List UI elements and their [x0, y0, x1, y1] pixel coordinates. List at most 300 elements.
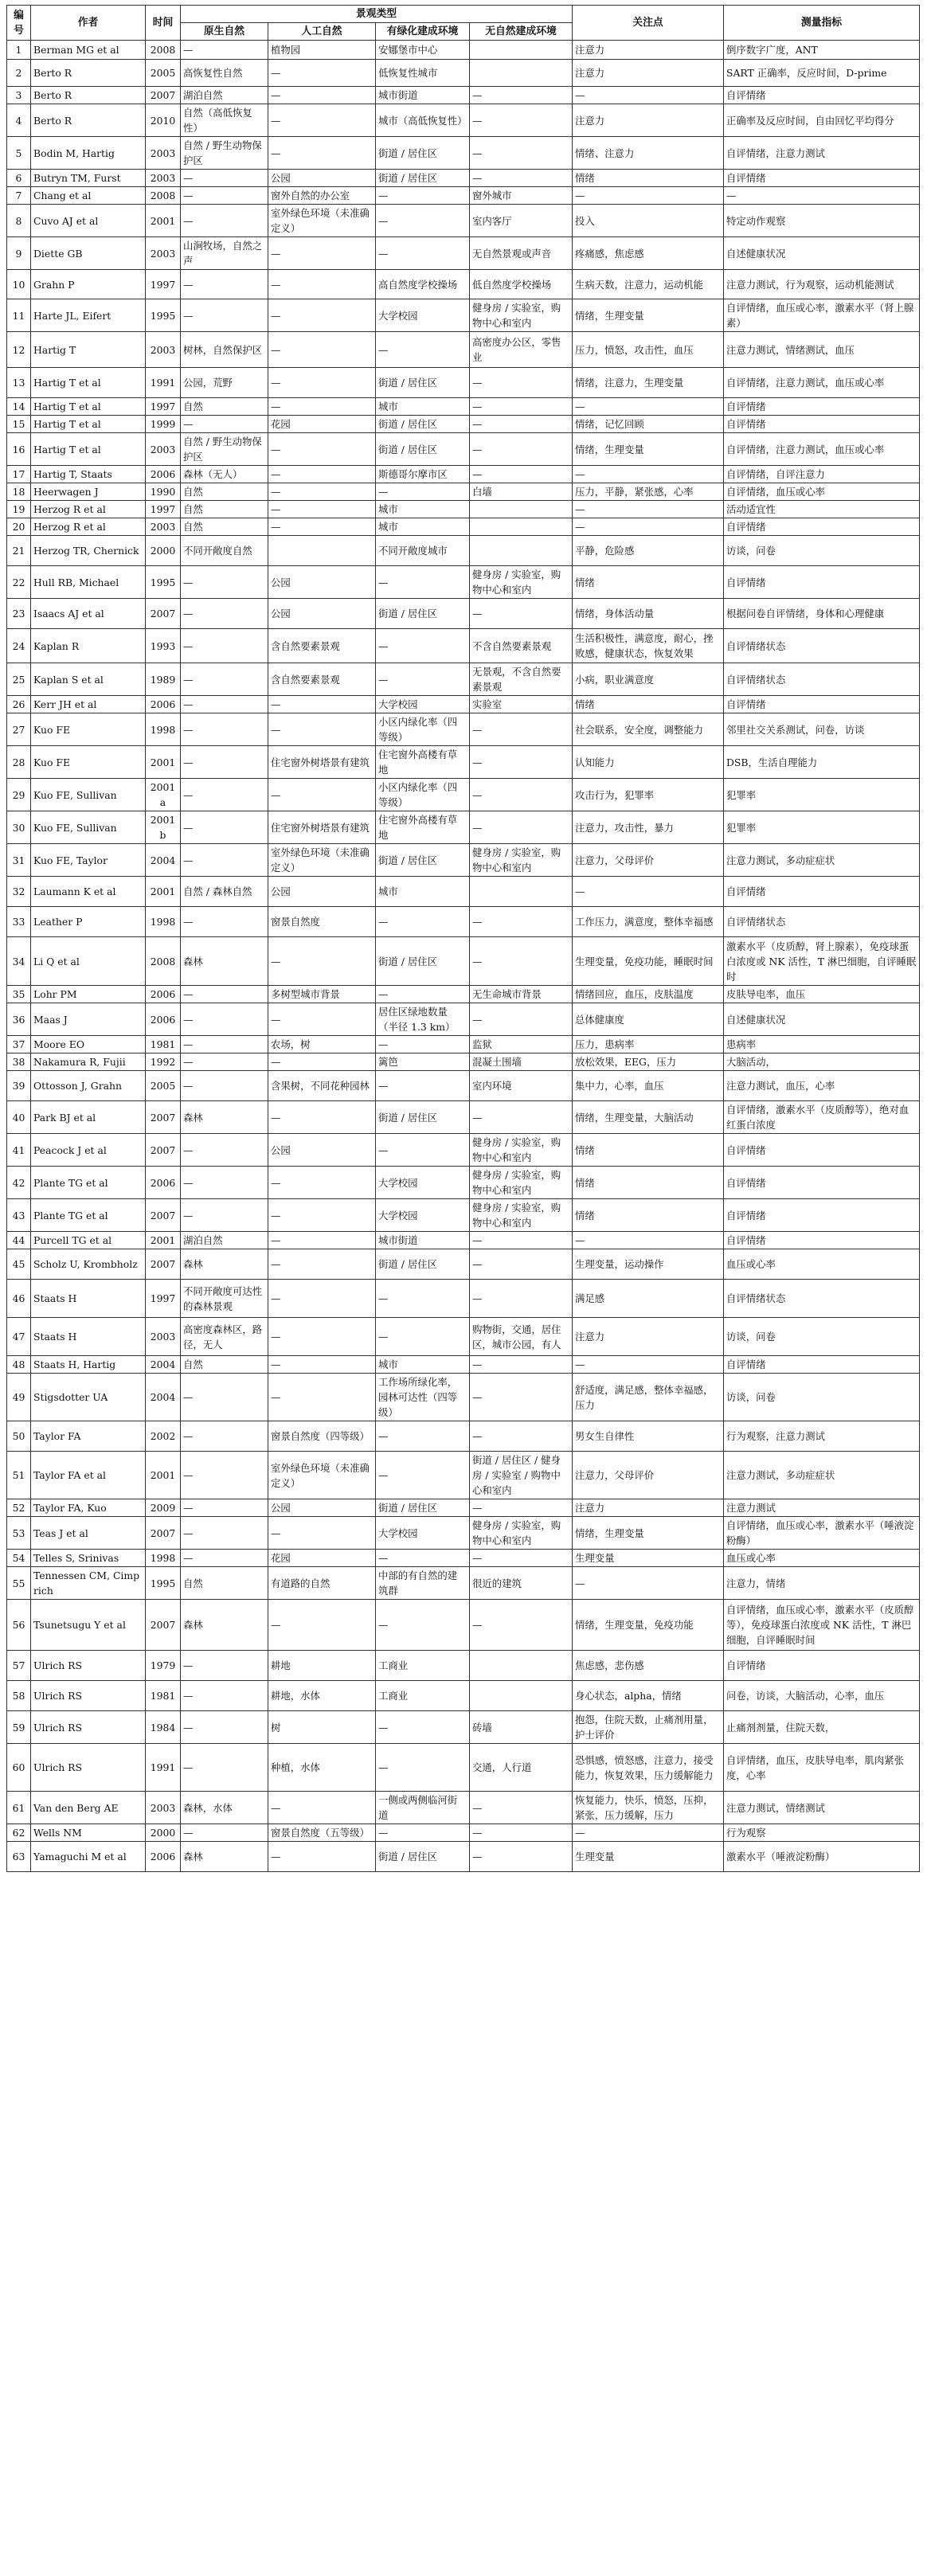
- artificial-nature-cell: —: [268, 270, 376, 299]
- artificial-nature-cell: —: [268, 1318, 376, 1356]
- natural-cell: 自然 / 森林自然: [181, 877, 268, 907]
- nonnatural-built-cell: —: [470, 170, 573, 187]
- natural-cell: —: [181, 299, 268, 332]
- table-row: [7, 1036, 920, 1053]
- author-cell: Taylor FA et al: [31, 1452, 146, 1499]
- year-cell: 1997: [146, 270, 181, 299]
- year-cell: 2005: [146, 1071, 181, 1101]
- author-cell: Ulrich RS: [31, 1744, 146, 1792]
- table-row: [7, 1824, 920, 1842]
- indicators-cell: 正确率及反应时间，自由回忆平均得分: [724, 104, 920, 137]
- indicators-cell: 自评情绪: [724, 1356, 920, 1374]
- focus-cell: 注意力: [573, 60, 724, 87]
- natural-cell: —: [181, 170, 268, 187]
- year-cell: 1997: [146, 501, 181, 518]
- artificial-nature-cell: —: [268, 1199, 376, 1232]
- nonnatural-built-cell: [470, 501, 573, 518]
- index-cell: 31: [7, 844, 31, 877]
- header-landscape-type: 景观类型: [181, 6, 573, 23]
- author-cell: Hartig T et al: [31, 398, 146, 416]
- author-cell: Moore EO: [31, 1036, 146, 1053]
- natural-cell: —: [181, 1003, 268, 1036]
- table-row: [7, 501, 920, 518]
- table-row: [7, 1071, 920, 1101]
- table-row: [7, 566, 920, 599]
- index-cell: 3: [7, 87, 31, 104]
- year-cell: 2006: [146, 986, 181, 1003]
- natural-cell: —: [181, 205, 268, 237]
- indicators-cell: 自评情绪: [724, 1167, 920, 1199]
- index-cell: 49: [7, 1374, 31, 1421]
- natural-cell: —: [181, 696, 268, 713]
- indicators-cell: 访谈，问卷: [724, 1318, 920, 1356]
- focus-cell: 攻击行为，犯罪率: [573, 779, 724, 811]
- green-built-cell: —: [376, 1280, 470, 1318]
- nonnatural-built-cell: —: [470, 1842, 573, 1872]
- green-built-cell: —: [376, 205, 470, 237]
- table-row: [7, 87, 920, 104]
- focus-cell: 情绪: [573, 1199, 724, 1232]
- artificial-nature-cell: 种植，水体: [268, 1744, 376, 1792]
- nonnatural-built-cell: —: [470, 746, 573, 779]
- index-cell: 16: [7, 433, 31, 466]
- green-built-cell: —: [376, 1600, 470, 1651]
- year-cell: 2003: [146, 433, 181, 466]
- green-built-cell: 斯德哥尔摩市区: [376, 466, 470, 483]
- index-cell: 52: [7, 1499, 31, 1517]
- natural-cell: 森林: [181, 937, 268, 986]
- green-built-cell: —: [376, 1036, 470, 1053]
- indicators-cell: 注意力，情绪: [724, 1567, 920, 1600]
- indicators-cell: 注意力测试，情绪测试，血压: [724, 332, 920, 368]
- natural-cell: —: [181, 1550, 268, 1567]
- focus-cell: 集中力，心率，血压: [573, 1071, 724, 1101]
- nonnatural-built-cell: —: [470, 1232, 573, 1249]
- index-cell: 58: [7, 1681, 31, 1711]
- author-cell: Li Q et al: [31, 937, 146, 986]
- index-cell: 62: [7, 1824, 31, 1842]
- author-cell: Staats H, Hartig: [31, 1356, 146, 1374]
- author-cell: Hartig T et al: [31, 433, 146, 466]
- table-row: [7, 270, 920, 299]
- nonnatural-built-cell: 健身房 / 实验室，购物中心和室内: [470, 566, 573, 599]
- focus-cell: 压力，患病率: [573, 1036, 724, 1053]
- table-body: [7, 41, 920, 1872]
- natural-cell: —: [181, 663, 268, 696]
- focus-cell: 情绪，生理变量，免疫功能: [573, 1600, 724, 1651]
- artificial-nature-cell: —: [268, 713, 376, 746]
- artificial-nature-cell: —: [268, 518, 376, 536]
- year-cell: 1995: [146, 299, 181, 332]
- green-built-cell: 街道 / 居住区: [376, 416, 470, 433]
- nonnatural-built-cell: —: [470, 398, 573, 416]
- natural-cell: —: [181, 1651, 268, 1681]
- index-cell: 57: [7, 1651, 31, 1681]
- artificial-nature-cell: —: [268, 237, 376, 270]
- focus-cell: 情绪，生理变量: [573, 1517, 724, 1550]
- indicators-cell: 自评情绪，血压，皮肤导电率，肌肉紧张度，心率: [724, 1744, 920, 1792]
- focus-cell: —: [573, 87, 724, 104]
- nonnatural-built-cell: 白墙: [470, 483, 573, 501]
- nonnatural-built-cell: —: [470, 87, 573, 104]
- focus-cell: 平静，危险感: [573, 536, 724, 566]
- table-row: [7, 1199, 920, 1232]
- green-built-cell: 工商业: [376, 1681, 470, 1711]
- index-cell: 8: [7, 205, 31, 237]
- indicators-cell: 自评情绪，自评注意力: [724, 466, 920, 483]
- year-cell: 1998: [146, 907, 181, 937]
- author-cell: Kuo FE: [31, 713, 146, 746]
- green-built-cell: —: [376, 1744, 470, 1792]
- green-built-cell: —: [376, 483, 470, 501]
- table-row: [7, 1792, 920, 1824]
- author-cell: Berto R: [31, 60, 146, 87]
- focus-cell: 生理变量: [573, 1842, 724, 1872]
- author-cell: Grahn P: [31, 270, 146, 299]
- index-cell: 12: [7, 332, 31, 368]
- green-built-cell: 大学校园: [376, 696, 470, 713]
- focus-cell: 注意力，攻击性，暴力: [573, 811, 724, 844]
- author-cell: Staats H: [31, 1280, 146, 1318]
- artificial-nature-cell: —: [268, 1356, 376, 1374]
- indicators-cell: —: [724, 187, 920, 205]
- nonnatural-built-cell: 实验室: [470, 696, 573, 713]
- green-built-cell: 大学校园: [376, 299, 470, 332]
- year-cell: 1997: [146, 398, 181, 416]
- focus-cell: 情绪，生理变量，大脑活动: [573, 1101, 724, 1134]
- focus-cell: —: [573, 187, 724, 205]
- research-table: [6, 5, 919, 1872]
- nonnatural-built-cell: —: [470, 368, 573, 398]
- nonnatural-built-cell: [470, 877, 573, 907]
- index-cell: 29: [7, 779, 31, 811]
- green-built-cell: —: [376, 332, 470, 368]
- table-row: [7, 986, 920, 1003]
- indicators-cell: 止痛剂剂量，住院天数，: [724, 1711, 920, 1744]
- focus-cell: 恢复能力，快乐，愤怒，压抑，紧张，压力缓解，压力: [573, 1792, 724, 1824]
- nonnatural-built-cell: 街道 / 居住区 / 健身房 / 实验室 / 购物中心和室内: [470, 1452, 573, 1499]
- nonnatural-built-cell: —: [470, 811, 573, 844]
- table-row: [7, 1167, 920, 1199]
- focus-cell: 情绪: [573, 696, 724, 713]
- index-cell: 41: [7, 1134, 31, 1167]
- green-built-cell: —: [376, 1711, 470, 1744]
- index-cell: 11: [7, 299, 31, 332]
- year-cell: 2001: [146, 877, 181, 907]
- index-cell: 24: [7, 629, 31, 663]
- natural-cell: —: [181, 1744, 268, 1792]
- green-built-cell: 工作场所绿化率，园林可达性（四等级）: [376, 1374, 470, 1421]
- index-cell: 53: [7, 1517, 31, 1550]
- artificial-nature-cell: —: [268, 779, 376, 811]
- indicators-cell: 行为观察，注意力测试: [724, 1421, 920, 1452]
- indicators-cell: 注意力测试: [724, 1499, 920, 1517]
- focus-cell: 生理变量，免疫功能，睡眠时间: [573, 937, 724, 986]
- indicators-cell: 自评情绪: [724, 1199, 920, 1232]
- focus-cell: 情绪，记忆回顾: [573, 416, 724, 433]
- nonnatural-built-cell: 高密度办公区，零售业: [470, 332, 573, 368]
- artificial-nature-cell: [268, 536, 376, 566]
- table-row: [7, 368, 920, 398]
- indicators-cell: 自评情绪，血压或心率，激素水平（肾上腺素）: [724, 299, 920, 332]
- year-cell: 2001: [146, 1232, 181, 1249]
- artificial-nature-cell: —: [268, 137, 376, 170]
- nonnatural-built-cell: [470, 1681, 573, 1711]
- author-cell: Kerr JH et al: [31, 696, 146, 713]
- year-cell: 2003: [146, 170, 181, 187]
- natural-cell: —: [181, 1517, 268, 1550]
- nonnatural-built-cell: 室内环境: [470, 1071, 573, 1101]
- indicators-cell: 自评情绪: [724, 1232, 920, 1249]
- natural-cell: 自然 / 野生动物保护区: [181, 433, 268, 466]
- author-cell: Van den Berg AE: [31, 1792, 146, 1824]
- green-built-cell: —: [376, 663, 470, 696]
- author-cell: Taylor FA: [31, 1421, 146, 1452]
- year-cell: 1998: [146, 1550, 181, 1567]
- artificial-nature-cell: 含果树，不同花种园林: [268, 1071, 376, 1101]
- focus-cell: 舒适度，满足感，整体幸福感，压力: [573, 1374, 724, 1421]
- focus-cell: 压力，愤怒，攻击性，血压: [573, 332, 724, 368]
- green-built-cell: 大学校园: [376, 1517, 470, 1550]
- indicators-cell: 问卷，访谈，大脑活动，心率，血压: [724, 1681, 920, 1711]
- green-built-cell: —: [376, 1318, 470, 1356]
- artificial-nature-cell: 住宅窗外树塔景有建筑: [268, 811, 376, 844]
- year-cell: 1991: [146, 368, 181, 398]
- header-natural: 原生自然: [181, 23, 268, 41]
- focus-cell: —: [573, 1356, 724, 1374]
- artificial-nature-cell: —: [268, 1249, 376, 1280]
- index-cell: 60: [7, 1744, 31, 1792]
- year-cell: 2008: [146, 937, 181, 986]
- green-built-cell: —: [376, 1824, 470, 1842]
- year-cell: 2003: [146, 518, 181, 536]
- index-cell: 46: [7, 1280, 31, 1318]
- focus-cell: 情绪，注意力，生理变量: [573, 368, 724, 398]
- focus-cell: 情绪、注意力: [573, 137, 724, 170]
- author-cell: Heerwagen J: [31, 483, 146, 501]
- green-built-cell: —: [376, 187, 470, 205]
- artificial-nature-cell: —: [268, 1232, 376, 1249]
- author-cell: Diette GB: [31, 237, 146, 270]
- artificial-nature-cell: 农场，树: [268, 1036, 376, 1053]
- artificial-nature-cell: —: [268, 398, 376, 416]
- artificial-nature-cell: 耕地，水体: [268, 1681, 376, 1711]
- indicators-cell: DSB，生活自理能力: [724, 746, 920, 779]
- focus-cell: 恐惧感，愤怒感，注意力，接受能力，恢复效果，压力缓解能力: [573, 1744, 724, 1792]
- indicators-cell: 自评情绪: [724, 518, 920, 536]
- nonnatural-built-cell: 健身房 / 实验室，购物中心和室内: [470, 299, 573, 332]
- year-cell: 2001b: [146, 811, 181, 844]
- nonnatural-built-cell: 无自然景观或声音: [470, 237, 573, 270]
- table-row: [7, 416, 920, 433]
- natural-cell: —: [181, 41, 268, 60]
- natural-cell: 森林，水体: [181, 1792, 268, 1824]
- nonnatural-built-cell: —: [470, 104, 573, 137]
- indicators-cell: 自评情绪: [724, 1134, 920, 1167]
- index-cell: 14: [7, 398, 31, 416]
- table-row: [7, 1249, 920, 1280]
- focus-cell: 疼痛感，焦虑感: [573, 237, 724, 270]
- author-cell: Kaplan R: [31, 629, 146, 663]
- artificial-nature-cell: 公园: [268, 170, 376, 187]
- indicators-cell: 自评情绪，血压或心率: [724, 483, 920, 501]
- focus-cell: —: [573, 398, 724, 416]
- table-row: [7, 299, 920, 332]
- landscape-studies-table: [6, 5, 920, 1872]
- artificial-nature-cell: 公园: [268, 599, 376, 629]
- green-built-cell: 城市: [376, 398, 470, 416]
- nonnatural-built-cell: —: [470, 433, 573, 466]
- table-row: [7, 877, 920, 907]
- focus-cell: —: [573, 877, 724, 907]
- green-built-cell: 篱笆: [376, 1053, 470, 1071]
- green-built-cell: 住宅窗外高楼有草地: [376, 811, 470, 844]
- year-cell: 1981: [146, 1036, 181, 1053]
- year-cell: 1995: [146, 1567, 181, 1600]
- green-built-cell: 街道 / 居住区: [376, 1842, 470, 1872]
- artificial-nature-cell: —: [268, 1842, 376, 1872]
- author-cell: Plante TG et al: [31, 1199, 146, 1232]
- author-cell: Hartig T: [31, 332, 146, 368]
- table-row: [7, 1003, 920, 1036]
- author-cell: Herzog TR, Chernick: [31, 536, 146, 566]
- green-built-cell: —: [376, 907, 470, 937]
- green-built-cell: —: [376, 1134, 470, 1167]
- header-focus: 关注点: [573, 6, 724, 41]
- natural-cell: 自然: [181, 1356, 268, 1374]
- natural-cell: 树林，自然保护区: [181, 332, 268, 368]
- table-row: [7, 1517, 920, 1550]
- artificial-nature-cell: —: [268, 1280, 376, 1318]
- header-green-built: 有绿化建成环境: [376, 23, 470, 41]
- focus-cell: 情绪: [573, 1134, 724, 1167]
- author-cell: Telles S, Srinivas: [31, 1550, 146, 1567]
- artificial-nature-cell: 窗景自然度: [268, 907, 376, 937]
- header-index: 编号: [7, 6, 31, 41]
- indicators-cell: 自述健康状况: [724, 237, 920, 270]
- year-cell: 2007: [146, 1101, 181, 1134]
- focus-cell: 小病，职业满意度: [573, 663, 724, 696]
- indicators-cell: 自评情绪，注意力测试，血压或心率: [724, 368, 920, 398]
- table-row: [7, 1567, 920, 1600]
- indicators-cell: 活动适宜性: [724, 501, 920, 518]
- green-built-cell: —: [376, 986, 470, 1003]
- indicators-cell: 自评情绪: [724, 170, 920, 187]
- year-cell: 2005: [146, 60, 181, 87]
- natural-cell: 不同开敞度自然: [181, 536, 268, 566]
- index-cell: 4: [7, 104, 31, 137]
- table-row: [7, 629, 920, 663]
- nonnatural-built-cell: 低自然度学校操场: [470, 270, 573, 299]
- nonnatural-built-cell: —: [470, 937, 573, 986]
- index-cell: 9: [7, 237, 31, 270]
- nonnatural-built-cell: —: [470, 1421, 573, 1452]
- indicators-cell: 血压或心率: [724, 1249, 920, 1280]
- focus-cell: —: [573, 1232, 724, 1249]
- focus-cell: 情绪，生理变量: [573, 433, 724, 466]
- artificial-nature-cell: 树: [268, 1711, 376, 1744]
- natural-cell: —: [181, 599, 268, 629]
- nonnatural-built-cell: 室内客厅: [470, 205, 573, 237]
- nonnatural-built-cell: —: [470, 466, 573, 483]
- indicators-cell: 自评情绪，血压或心率，激素水平（皮质醇等），免疫球蛋白浓度或 NK 活性，T 淋巴细胞，自评睡眠时间: [724, 1600, 920, 1651]
- artificial-nature-cell: —: [268, 1517, 376, 1550]
- year-cell: 2007: [146, 87, 181, 104]
- natural-cell: 森林: [181, 1249, 268, 1280]
- year-cell: 1999: [146, 416, 181, 433]
- index-cell: 27: [7, 713, 31, 746]
- nonnatural-built-cell: —: [470, 1792, 573, 1824]
- natural-cell: 公园，荒野: [181, 368, 268, 398]
- indicators-cell: 大脑活动，: [724, 1053, 920, 1071]
- table-row: [7, 1550, 920, 1567]
- artificial-nature-cell: —: [268, 483, 376, 501]
- index-cell: 63: [7, 1842, 31, 1872]
- focus-cell: 注意力，父母评价: [573, 844, 724, 877]
- author-cell: Teas J et al: [31, 1517, 146, 1550]
- table-row: [7, 1499, 920, 1517]
- table-row: [7, 1744, 920, 1792]
- focus-cell: 情绪回应，血压，皮肤温度: [573, 986, 724, 1003]
- green-built-cell: 街道 / 居住区: [376, 937, 470, 986]
- artificial-nature-cell: —: [268, 501, 376, 518]
- index-cell: 25: [7, 663, 31, 696]
- nonnatural-built-cell: —: [470, 1824, 573, 1842]
- year-cell: 2003: [146, 332, 181, 368]
- green-built-cell: 城市街道: [376, 1232, 470, 1249]
- indicators-cell: 注意力测试，情绪测试: [724, 1792, 920, 1824]
- focus-cell: 注意力: [573, 1318, 724, 1356]
- focus-cell: 注意力: [573, 104, 724, 137]
- table-row: [7, 205, 920, 237]
- author-cell: Hull RB, Michael: [31, 566, 146, 599]
- year-cell: 1992: [146, 1053, 181, 1071]
- natural-cell: 自然: [181, 501, 268, 518]
- green-built-cell: 城市: [376, 1356, 470, 1374]
- natural-cell: —: [181, 1499, 268, 1517]
- year-cell: 2003: [146, 1318, 181, 1356]
- artificial-nature-cell: 多树型城市背景: [268, 986, 376, 1003]
- table-row: [7, 1600, 920, 1651]
- index-cell: 32: [7, 877, 31, 907]
- year-cell: 2003: [146, 1792, 181, 1824]
- index-cell: 1: [7, 41, 31, 60]
- index-cell: 43: [7, 1199, 31, 1232]
- table-row: [7, 1134, 920, 1167]
- author-cell: Kuo FE: [31, 746, 146, 779]
- table-row: [7, 1053, 920, 1071]
- artificial-nature-cell: 公园: [268, 566, 376, 599]
- index-cell: 30: [7, 811, 31, 844]
- indicators-cell: 激素水平（唾液淀粉酶）: [724, 1842, 920, 1872]
- index-cell: 56: [7, 1600, 31, 1651]
- index-cell: 34: [7, 937, 31, 986]
- natural-cell: —: [181, 1824, 268, 1842]
- nonnatural-built-cell: —: [470, 1101, 573, 1134]
- author-cell: Hartig T et al: [31, 368, 146, 398]
- year-cell: 1989: [146, 663, 181, 696]
- year-cell: 2006: [146, 1003, 181, 1036]
- year-cell: 2008: [146, 41, 181, 60]
- natural-cell: 自然: [181, 1567, 268, 1600]
- indicators-cell: 患病率: [724, 1036, 920, 1053]
- focus-cell: 生理变量: [573, 1550, 724, 1567]
- green-built-cell: 街道 / 居住区: [376, 137, 470, 170]
- year-cell: 1993: [146, 629, 181, 663]
- natural-cell: 森林: [181, 1842, 268, 1872]
- green-built-cell: 街道 / 居住区: [376, 170, 470, 187]
- year-cell: 2007: [146, 1600, 181, 1651]
